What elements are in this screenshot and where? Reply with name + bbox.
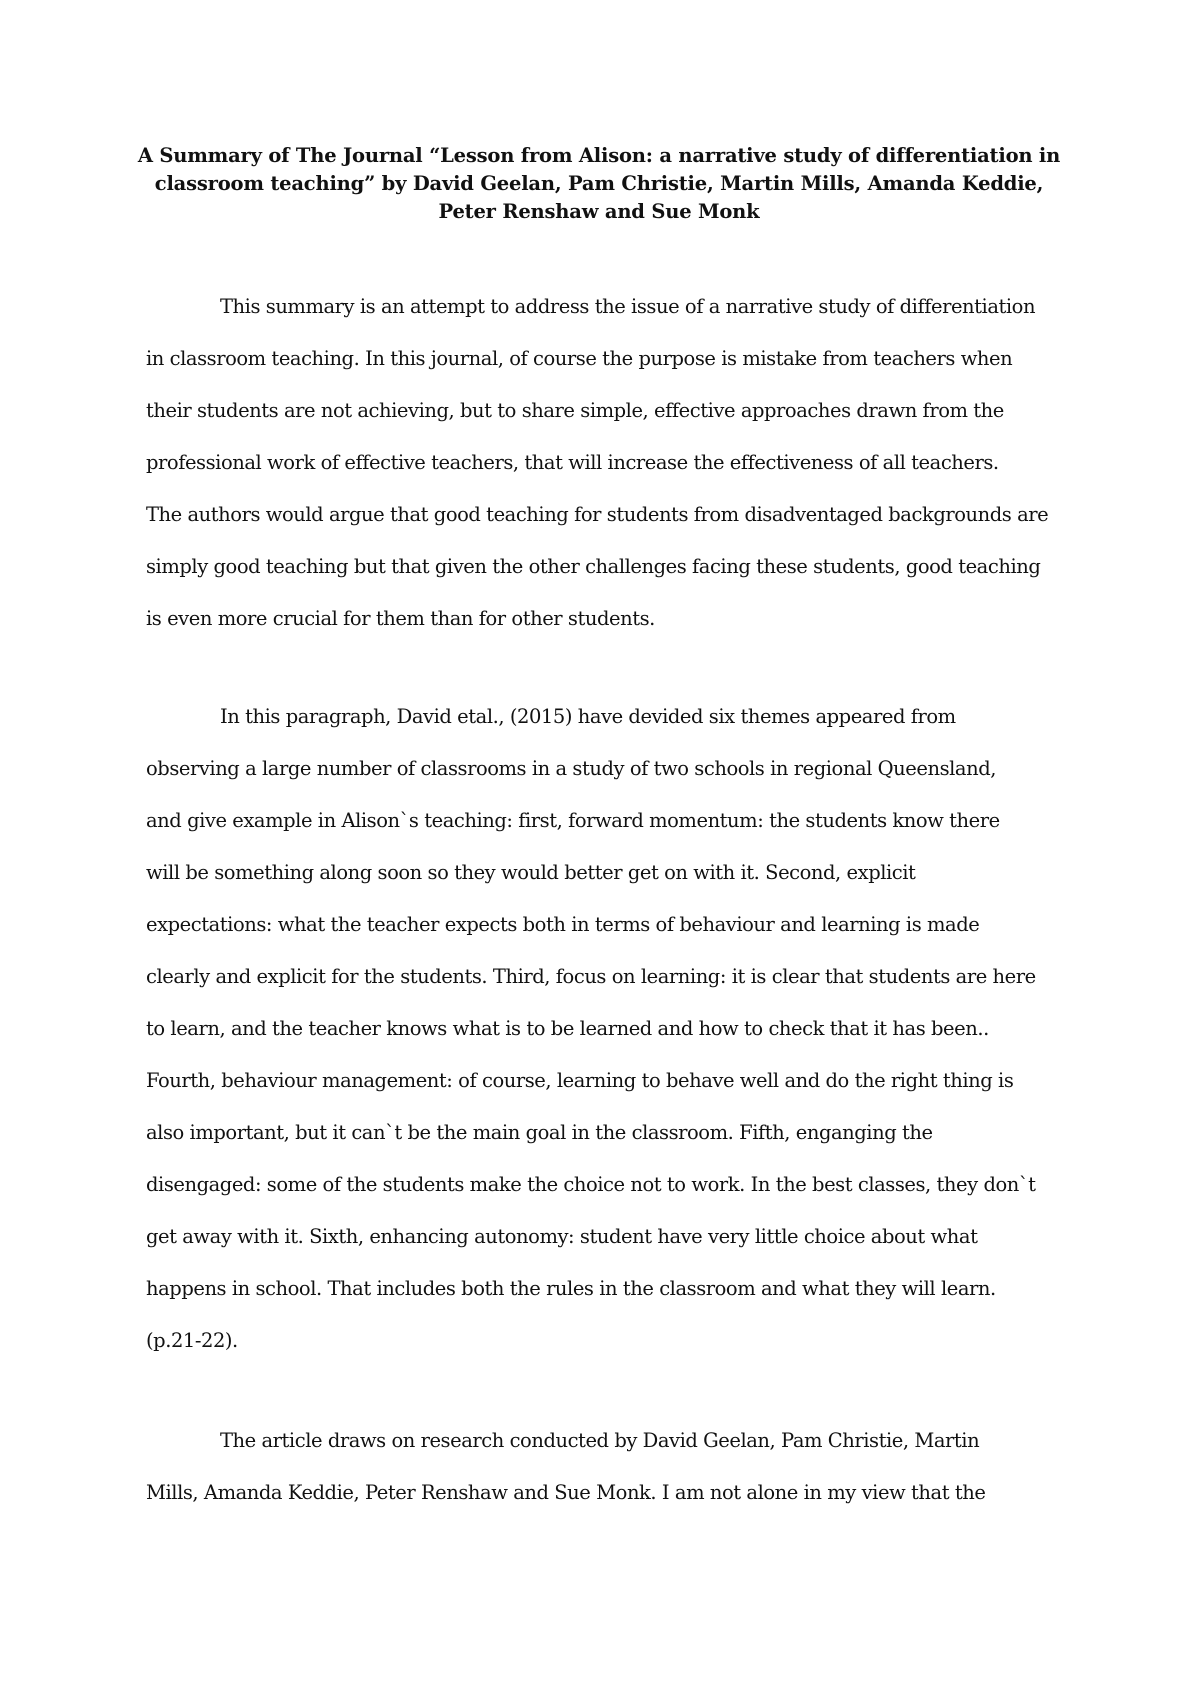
title-line: Peter Renshaw and Sue Monk — [438, 200, 760, 223]
title-line: A Summary of The Journal “Lesson from Alison: a narrative study of differentiation in — [137, 144, 1061, 167]
text-line: also important, but it can`t be the main goal in the classroom. Fifth, enganging the — [146, 1121, 933, 1144]
text-line: Fourth, behaviour management: of course, learning to behave well and do the right thing is — [146, 1069, 1014, 1092]
title-line: classroom teaching” by David Geelan, Pam Christie, Martin Mills, Amanda Keddie, — [154, 172, 1044, 195]
text-line: professional work of effective teachers, that will increase the effectiveness of all teachers. — [146, 451, 999, 474]
text-line: expectations: what the teacher expects both in terms of behaviour and learning is made — [146, 913, 980, 936]
text-line: in classroom teaching. In this journal, of course the purpose is mistake from teachers when — [146, 347, 1013, 370]
text-line: observing a large number of classrooms in a study of two schools in regional Queensland, — [146, 757, 996, 780]
text-line: disengaged: some of the students make the choice not to work. In the best classes, they don`t — [146, 1173, 1036, 1196]
text-line: (p.21-22). — [146, 1329, 238, 1352]
text-line: and give example in Alison`s teaching: first, forward momentum: the students know there — [146, 809, 1000, 832]
text-line: their students are not achieving, but to share simple, effective approaches drawn from the — [146, 399, 1004, 422]
text-line: to learn, and the teacher knows what is to be learned and how to check that it has been.. — [146, 1017, 989, 1040]
document-title — [120, 142, 1078, 226]
text-line: Mills, Amanda Keddie, Peter Renshaw and Sue Monk. I am not alone in my view that the — [146, 1481, 986, 1504]
text-line: In this paragraph, David etal., (2015) have devided six themes appeared from — [220, 705, 956, 728]
text-line: will be something along soon so they would better get on with it. Second, explicit — [146, 861, 916, 884]
text-line: The article draws on research conducted by David Geelan, Pam Christie, Martin — [220, 1429, 980, 1452]
text-line: is even more crucial for them than for other students. — [146, 607, 655, 630]
text-line: This summary is an attempt to address the issue of a narrative study of differentiation — [220, 295, 1036, 318]
text-line: happens in school. That includes both the rules in the classroom and what they will learn. — [146, 1277, 996, 1300]
text-line: clearly and explicit for the students. Third, focus on learning: it is clear that students are here — [146, 965, 1036, 988]
text-line: The authors would argue that good teaching for students from disadventaged backgrounds are — [146, 503, 1049, 526]
text-line: simply good teaching but that given the other challenges facing these students, good teaching — [146, 555, 1041, 578]
text-line: get away with it. Sixth, enhancing autonomy: student have very little choice about what — [146, 1225, 978, 1248]
